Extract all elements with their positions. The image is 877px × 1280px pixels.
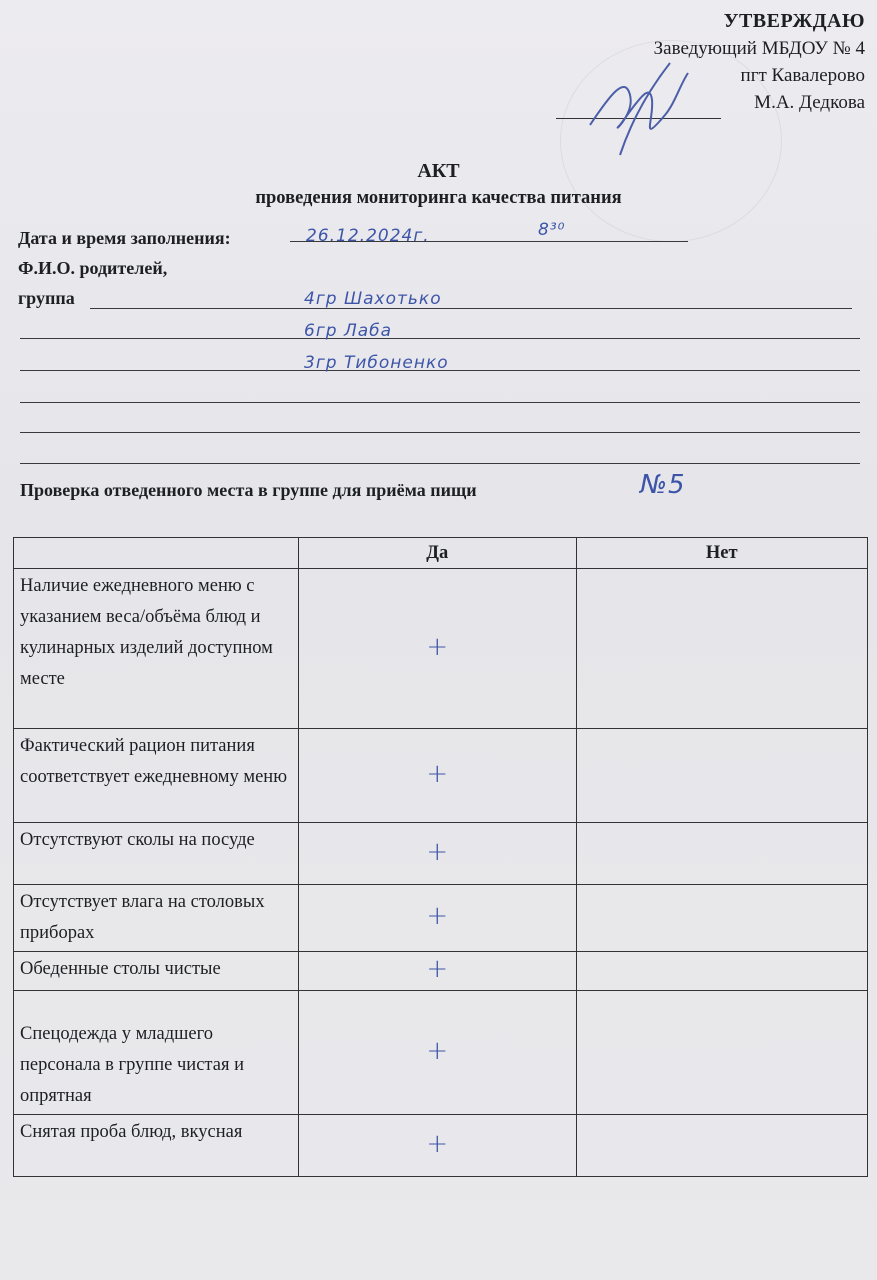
no-cell: [576, 991, 867, 1115]
table-row: [14, 823, 868, 885]
plus-mark-icon: +: [426, 1035, 449, 1066]
section-title: Проверка отведенного места в группе для приёма пищи: [20, 480, 477, 500]
yes-cell: [299, 1115, 577, 1177]
yes-cell: [299, 991, 577, 1115]
criterion-cell: Спецодежда у младшего персонала в группе чистая и опрятная: [14, 991, 299, 1115]
criterion-cell: Снятая проба блюд, вкусная: [14, 1115, 299, 1177]
document-title: АКТ: [417, 160, 460, 182]
group-entry: 4гр Шахотько: [304, 289, 442, 309]
yes-cell: [299, 952, 577, 991]
header-criterion: [14, 538, 299, 569]
plus-mark-icon: +: [426, 1128, 449, 1159]
no-cell: [576, 1115, 867, 1177]
checklist-table: [13, 537, 868, 1177]
group-entry: 6гр Лаба: [304, 321, 393, 341]
time-value: 8³⁰: [538, 220, 566, 240]
yes-cell: [299, 729, 577, 823]
plus-mark-icon: +: [426, 631, 449, 662]
approver-position: Заведующий МБДОУ № 4: [653, 38, 865, 59]
date-value: 26.12.2024г.: [306, 226, 430, 246]
no-cell: [576, 885, 867, 952]
group-label: группа: [18, 288, 75, 308]
no-cell: [576, 729, 867, 823]
blank-line: [20, 432, 860, 433]
header-no: Нет: [576, 538, 867, 569]
approver-location: пгт Кавалерово: [740, 65, 865, 86]
section-number: №5: [640, 470, 686, 500]
no-cell: [576, 823, 867, 885]
no-cell: [576, 569, 867, 729]
table-row: [14, 729, 868, 823]
blank-line: [20, 402, 860, 403]
parents-label: Ф.И.О. родителей,: [18, 258, 168, 278]
approve-title: УТВЕРЖДАЮ: [723, 10, 865, 32]
yes-cell: [299, 569, 577, 729]
criterion-cell: Наличие ежедневного меню с указанием веса/объёма блюд и кулинарных изделий доступном месте: [14, 569, 299, 729]
criterion-cell: Отсутствует влага на столовых приборах: [14, 885, 299, 952]
handwritten-signature-icon: [580, 55, 700, 165]
table-row: [14, 1115, 868, 1177]
table-row: [14, 569, 868, 729]
blank-line: [20, 463, 860, 464]
yes-cell: [299, 885, 577, 952]
plus-mark-icon: +: [426, 901, 449, 931]
document-subtitle: проведения мониторинга качества питания: [255, 188, 622, 208]
table-row: [14, 952, 868, 991]
blank-line: [20, 338, 860, 339]
table-header-row: [14, 538, 868, 569]
approver-name: М.А. Дедкова: [754, 92, 865, 113]
header-yes: Да: [299, 538, 577, 569]
no-cell: [576, 952, 867, 991]
plus-mark-icon: +: [426, 836, 449, 867]
plus-mark-icon: +: [426, 758, 449, 789]
criterion-cell: Отсутствуют сколы на посуде: [14, 823, 299, 885]
table-row: [14, 991, 868, 1115]
table-row: [14, 885, 868, 952]
plus-mark-icon: +: [426, 954, 449, 984]
criterion-cell: Фактический рацион питания соответствует ежедневному меню: [14, 729, 299, 823]
date-label: Дата и время заполнения:: [18, 228, 231, 248]
yes-cell: [299, 823, 577, 885]
group-underline: [90, 308, 852, 309]
criterion-cell: Обеденные столы чистые: [14, 952, 299, 991]
group-entry: 3гр Тибоненко: [304, 353, 449, 373]
